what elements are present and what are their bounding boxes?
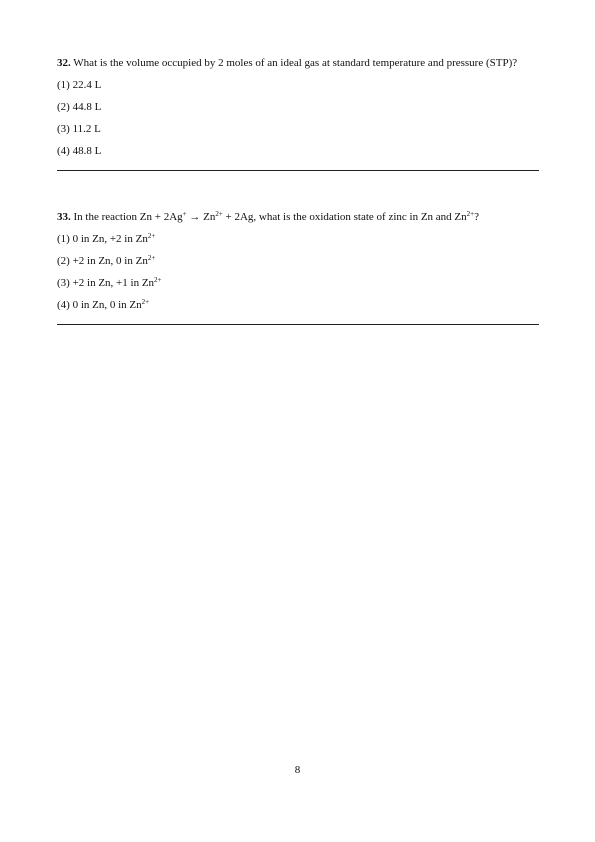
ion-charge: 2+	[154, 276, 162, 284]
question-number: 33.	[57, 211, 71, 223]
answer-options	[57, 74, 539, 162]
question-text-part: + 2Ag, what is the oxidation state of zinc in Zn and Zn	[222, 211, 467, 223]
ion-charge: 2+	[215, 210, 223, 218]
ion-charge: 2+	[141, 298, 150, 306]
option-text: (1) 0 in Zn, +2 in Zn	[57, 233, 148, 245]
option-text: (3) +2 in Zn, +1 in Zn	[57, 277, 155, 289]
option-2: (2) 44.8 L	[57, 101, 102, 113]
option-4	[57, 294, 539, 316]
divider	[57, 170, 539, 171]
question-stem	[57, 52, 539, 74]
option-3: (3) 11.2 L	[57, 123, 101, 135]
question-text-part: In the reaction Zn + 2Ag	[70, 211, 183, 223]
answer-options	[57, 228, 539, 316]
option-4: (4) 48.8 L	[57, 145, 102, 157]
question-text: What is the volume occupied by 2 moles of an ideal gas at standard temperature and pressure (STP)?	[70, 57, 518, 69]
question-33	[57, 206, 539, 325]
ion-charge: 2+	[147, 254, 156, 262]
option-3	[57, 272, 539, 294]
option-2	[57, 250, 539, 272]
option-text: (4) 0 in Zn, 0 in Zn	[57, 299, 142, 311]
page-number: 8	[294, 764, 301, 776]
question-stem	[57, 206, 539, 228]
option-1	[57, 228, 539, 250]
option-text: (2) +2 in Zn, 0 in Zn	[57, 255, 148, 267]
option-1: (1) 22.4 L	[57, 79, 102, 91]
ion-charge: 2+	[147, 232, 156, 240]
ion-charge: 2+	[466, 210, 475, 218]
question-number: 32.	[57, 57, 71, 69]
question-32	[57, 52, 539, 171]
divider	[57, 324, 539, 325]
question-text-part: ?	[474, 211, 479, 223]
ion-charge: +	[182, 210, 187, 218]
question-text-part: → Zn	[186, 211, 216, 223]
